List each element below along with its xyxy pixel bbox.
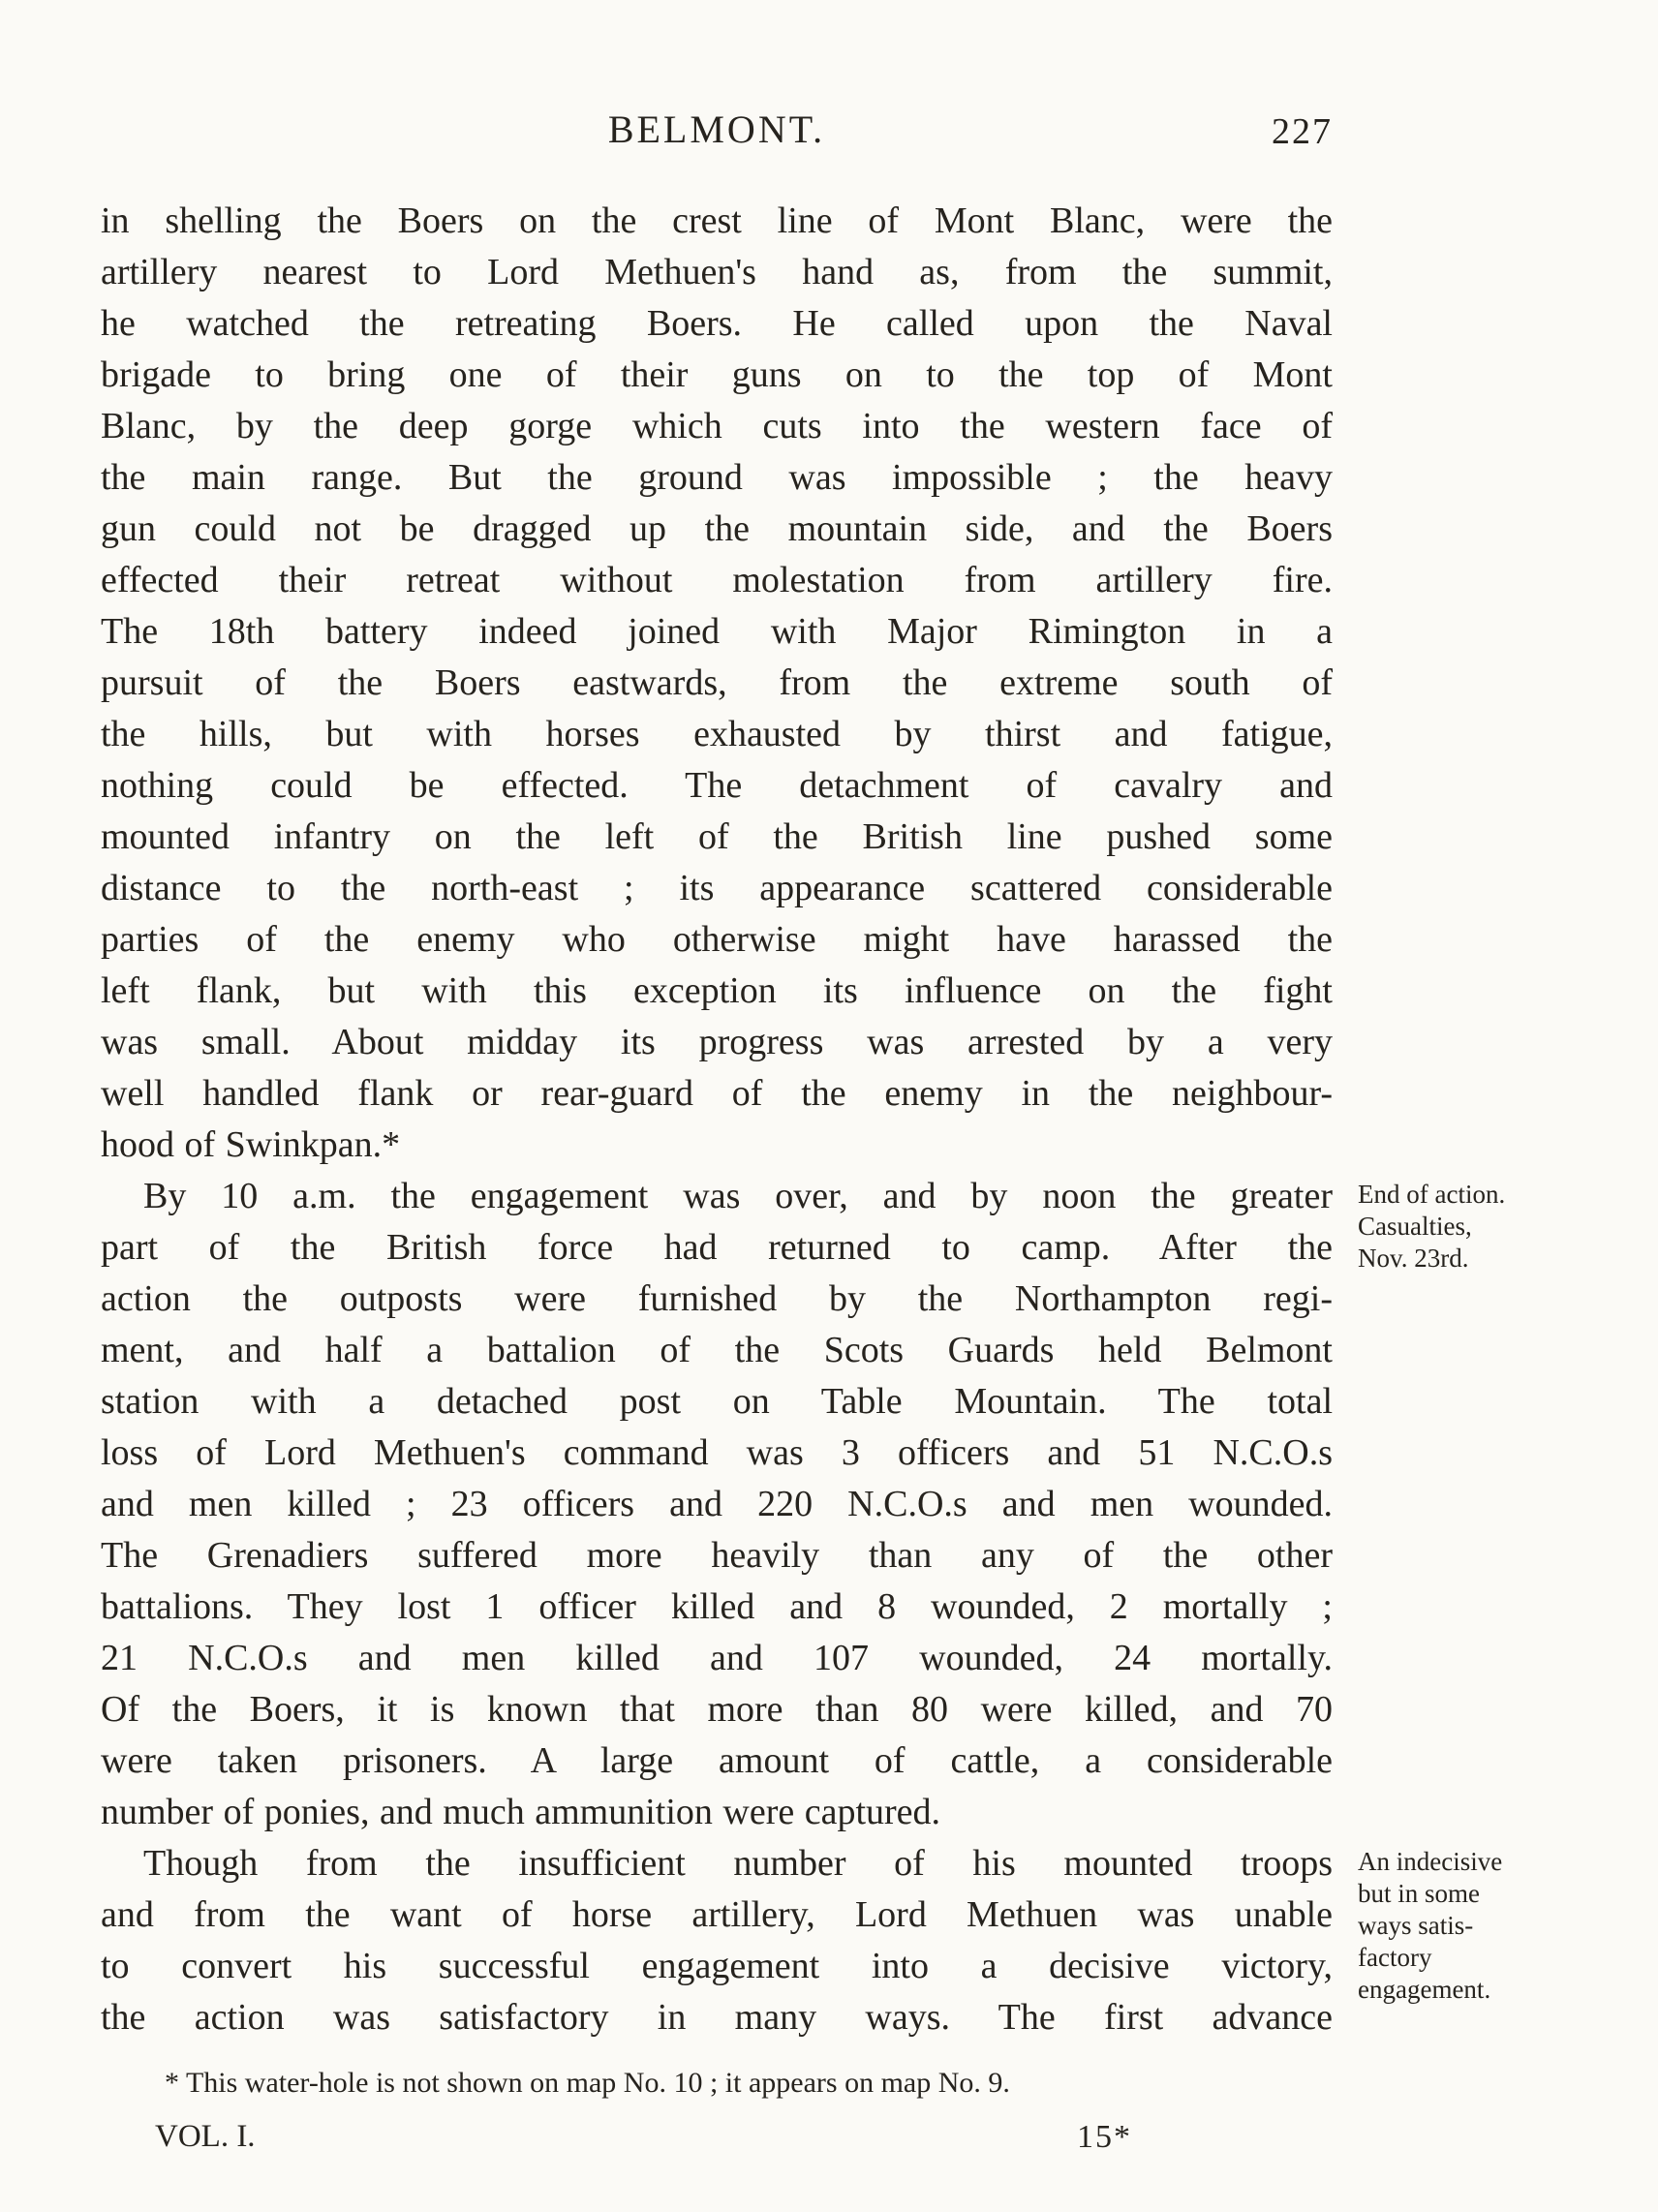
text-line: part of the British force had returned to camp. After the [101,1227,1333,1268]
text-line: station with a detached post on Table Mountain. The total [101,1381,1333,1422]
text-line: he watched the retreating Boers. He called upon the Naval [101,303,1333,344]
text-line: loss of Lord Methuen's command was 3 officers and 51 N.C.O.s [101,1432,1333,1473]
margin-note-line: but in some [1358,1879,1480,1908]
text-line: left flank, but with this exception its influence on the fight [101,970,1333,1011]
text-line: nothing could be effected. The detachment of cavalry and [101,765,1333,806]
text-line: The 18th battery indeed joined with Major Rimington in a [101,611,1333,652]
footnote: * This water-hole is not shown on map No. 10 ; it appears on map No. 9. [165,2067,1010,2099]
paragraph [101,1838,1503,2043]
text-line: mounted infantry on the left of the British line pushed some [101,816,1333,857]
volume-label: VOL. I. [155,2119,256,2154]
signature-mark: 15* [1077,2119,1132,2155]
text-line: artillery nearest to Lord Methuen's hand as, from the summit, [101,252,1333,292]
margin-note-line: Nov. 23rd. [1358,1244,1469,1273]
text-line: The Grenadiers suffered more heavily than any of the other [101,1535,1333,1576]
text-line: the action was satisfactory in many ways. The first advance [101,1997,1333,2038]
text-line: Blanc, by the deep gorge which cuts into the western face of [101,406,1333,446]
text-line: were taken prisoners. A large amount of cattle, a considerable [101,1740,1333,1781]
margin-note-line: ways satis- [1358,1911,1474,1940]
margin-note [1358,1179,1590,1275]
page-header [101,107,1333,163]
text-line: the main range. But the ground was impossible ; the heavy [101,457,1333,498]
margin-note-line: Casualties, [1358,1212,1472,1241]
text-line: to convert his successful engagement into a decisive victory, [101,1946,1333,1986]
text-line: 21 N.C.O.s and men killed and 107 wounded, 24 mortally. [101,1638,1333,1678]
text-line: distance to the north-east ; its appearance scattered considerable [101,868,1333,908]
text-line: the hills, but with horses exhausted by thirst and fatigue, [101,714,1333,754]
text-line: in shelling the Boers on the crest line of Mont Blanc, were the [101,200,1333,241]
text-line: ment, and half a battalion of the Scots Guards held Belmont [101,1330,1333,1370]
text-column [101,107,1506,2164]
margin-note-line: End of action. [1358,1180,1506,1209]
text-line: and men killed ; 23 officers and 220 N.C.O.s and men wounded. [101,1484,1333,1524]
margin-note-line: engagement. [1358,1975,1491,2004]
margin-note-line: An indecisive [1358,1847,1503,1876]
text-line: action the outposts were furnished by the Northampton regi- [101,1278,1333,1319]
text-line: battalions. They lost 1 officer killed and 8 wounded, 2 mortally ; [101,1586,1333,1627]
running-head-title: BELMONT. [607,108,826,151]
text-line: number of ponies, and much ammunition were captured. [101,1792,941,1832]
text-line: pursuit of the Boers eastwards, from the extreme south of [101,662,1333,703]
text-line: was small. About midday its progress was arrested by a very [101,1022,1333,1062]
text-line: and from the want of horse artillery, Lord Methuen was unable [101,1894,1333,1935]
text-line: hood of Swinkpan.* [101,1124,401,1165]
margin-note-line: factory [1358,1943,1432,1972]
text-line: well handled flank or rear-guard of the enemy in the neighbour- [101,1073,1333,1114]
text-line: gun could not be dragged up the mountain side, and the Boers [101,508,1333,549]
page-number: 227 [1272,111,1333,152]
text-line: Though from the insufficient number of his mounted troops [143,1843,1333,1884]
text-line: By 10 a.m. the engagement was over, and by noon the greater [143,1176,1333,1216]
text-line: parties of the enemy who otherwise might have harassed the [101,919,1333,960]
text-block [101,196,1506,2043]
text-line: brigade to bring one of their guns on to the top of Mont [101,354,1333,395]
paragraph [101,196,1333,1171]
paragraph [101,1171,1506,1838]
margin-note [1358,1846,1590,2006]
text-line: effected their retreat without molestation from artillery fire. [101,560,1333,600]
page-footer [101,2119,1333,2164]
text-line: Of the Boers, it is known that more than 80 were killed, and 70 [101,1689,1333,1730]
